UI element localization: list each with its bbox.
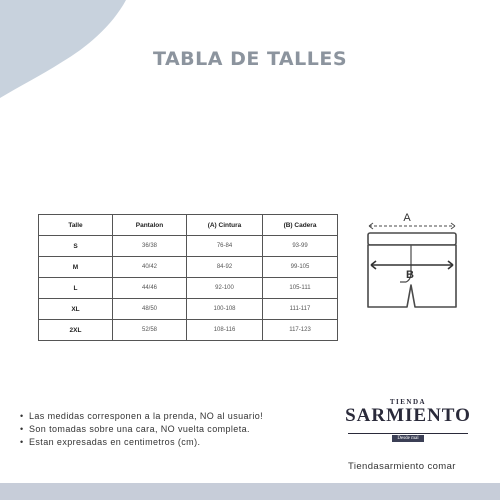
- waistband-shape: [368, 233, 456, 245]
- header-talle: Talle: [39, 215, 113, 236]
- bullet-icon: •: [20, 424, 24, 434]
- shorts-diagram: [358, 210, 468, 320]
- bullet-icon: •: [20, 411, 24, 421]
- cell-pantalon: 40/42: [113, 257, 187, 278]
- note-text: Estan expresadas en centimetros (cm).: [29, 437, 201, 447]
- brand-bottom-text: Desde mal: [392, 435, 423, 442]
- cell-cintura: 92-100: [187, 278, 263, 299]
- website-text: Tiendasarmiento comar: [348, 461, 456, 472]
- header-pantalon: Pantalon: [113, 215, 187, 236]
- header-cintura: (A) Cintura: [187, 215, 263, 236]
- list-item: [20, 410, 263, 423]
- cell-cadera: 105-111: [263, 278, 338, 299]
- label-b: B: [406, 269, 414, 281]
- cell-size: L: [39, 278, 113, 299]
- brand-divider: [348, 433, 468, 434]
- cell-cintura: 76-84: [187, 236, 263, 257]
- header-cadera: (B) Cadera: [263, 215, 338, 236]
- cell-pantalon: 52/58: [113, 320, 187, 341]
- cell-cadera: 111-117: [263, 299, 338, 320]
- cell-cadera: 93-99: [263, 236, 338, 257]
- brand-main-text: SARMIENTO: [345, 405, 471, 426]
- list-item: [20, 423, 263, 436]
- page-title: TABLA DE TALLES: [152, 48, 348, 70]
- table-row: [39, 236, 338, 257]
- cell-size: XL: [39, 299, 113, 320]
- cell-cintura: 100-108: [187, 299, 263, 320]
- cell-size: S: [39, 236, 113, 257]
- cell-pantalon: 48/50: [113, 299, 187, 320]
- brand-top-text: TIENDA: [389, 398, 427, 406]
- size-table: [38, 214, 338, 341]
- cell-cadera: 117-123: [263, 320, 338, 341]
- list-item: [20, 436, 263, 449]
- table-row: [39, 278, 338, 299]
- table-row: [39, 320, 338, 341]
- label-a: A: [403, 212, 411, 224]
- cell-pantalon: 36/38: [113, 236, 187, 257]
- table-header-row: [39, 215, 338, 236]
- note-text: Las medidas corresponen a la prenda, NO al usuario!: [29, 411, 264, 421]
- brand-logo: [345, 398, 471, 444]
- cell-size: 2XL: [39, 320, 113, 341]
- bullet-icon: •: [20, 437, 24, 447]
- cell-pantalon: 44/46: [113, 278, 187, 299]
- table-row: [39, 257, 338, 278]
- cell-size: M: [39, 257, 113, 278]
- cell-cintura: 84-92: [187, 257, 263, 278]
- note-text: Son tomadas sobre una cara, NO vuelta completa.: [29, 424, 250, 434]
- footer-bar: [0, 483, 500, 500]
- cell-cadera: 99-105: [263, 257, 338, 278]
- cell-cintura: 108-116: [187, 320, 263, 341]
- table-row: [39, 299, 338, 320]
- notes-list: [20, 410, 263, 449]
